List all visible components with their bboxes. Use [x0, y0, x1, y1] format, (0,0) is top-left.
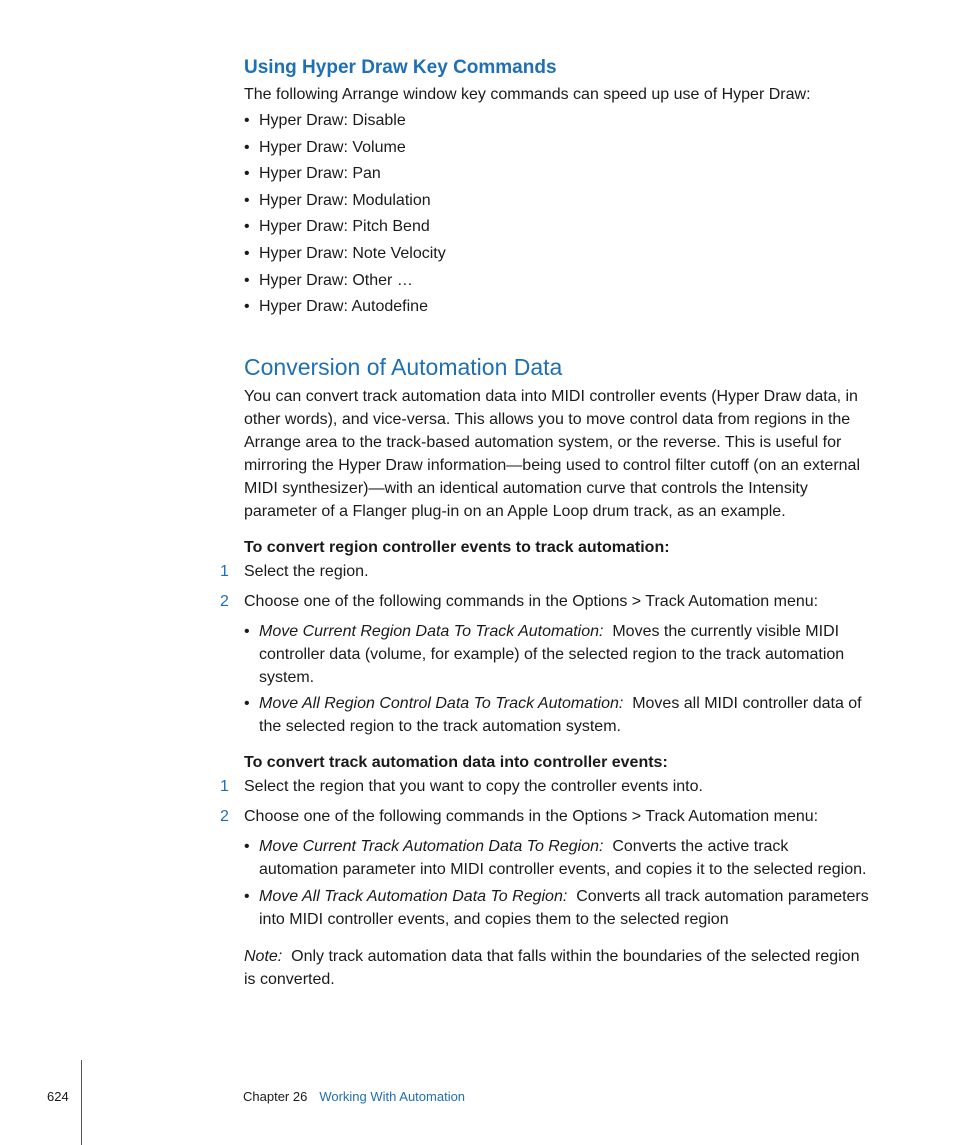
option-term: Move All Region Control Data To Track Automation:	[259, 695, 624, 712]
option-item	[244, 835, 869, 881]
option-item	[244, 692, 869, 738]
option-desc: Moves all MIDI controller data of the selected region to the track automation system.	[259, 695, 862, 735]
subsection-intro: The following Arrange window key commands can speed up use of Hyper Draw:	[244, 86, 811, 103]
step-item	[220, 805, 870, 828]
step-text: Select the region.	[244, 563, 369, 580]
step-number: 2	[220, 593, 229, 610]
chapter-label: Chapter 26	[243, 1089, 308, 1104]
step-text: Choose one of the following commands in the Options > Track Automation menu:	[244, 808, 819, 825]
step-text: Select the region that you want to copy the controller events into.	[244, 778, 703, 795]
note-label: Note:	[244, 948, 283, 965]
page-number: 624	[47, 1089, 69, 1104]
option-term: Move Current Region Data To Track Automation:	[259, 623, 604, 640]
step-item	[220, 775, 870, 798]
list-item: • Hyper Draw: Disable	[244, 108, 446, 135]
list-item: • Hyper Draw: Other …	[244, 268, 446, 295]
step-item	[220, 560, 870, 583]
task-heading: To convert region controller events to track automation:	[244, 539, 670, 556]
list-item: • Hyper Draw: Note Velocity	[244, 241, 446, 268]
note-paragraph	[244, 945, 869, 991]
task-heading: To convert track automation data into controller events:	[244, 754, 668, 771]
list-item: • Hyper Draw: Pan	[244, 161, 446, 188]
bullet-glyph: •	[244, 888, 250, 905]
list-item: • Hyper Draw: Pitch Bend	[244, 214, 446, 241]
note-text: Only track automation data that falls within the boundaries of the selected region is converted.	[244, 948, 860, 988]
option-item	[244, 885, 869, 931]
section-title: Conversion of Automation Data	[244, 354, 563, 380]
option-term: Move All Track Automation Data To Region:	[259, 888, 568, 905]
subsection-title: Using Hyper Draw Key Commands	[244, 57, 557, 78]
bullet-glyph: •	[244, 623, 250, 640]
step-number: 1	[220, 563, 229, 580]
option-desc: Converts the active track automation parameter into MIDI controller events, and copies it to the selected region.	[259, 838, 867, 878]
footer-divider	[81, 1060, 82, 1145]
option-desc: Converts all track automation parameters into MIDI controller events, and copies them to the selected region	[259, 888, 869, 928]
list-item: • Hyper Draw: Autodefine	[244, 294, 446, 321]
chapter-title: Working With Automation	[319, 1089, 466, 1104]
running-footer	[243, 1089, 465, 1104]
step-text: Choose one of the following commands in the Options > Track Automation menu:	[244, 593, 819, 610]
step-number: 2	[220, 808, 229, 825]
option-term: Move Current Track Automation Data To Region:	[259, 838, 604, 855]
list-item: • Hyper Draw: Modulation	[244, 188, 446, 215]
bullet-glyph: •	[244, 838, 250, 855]
bullet-glyph: •	[244, 695, 250, 712]
section-paragraph: You can convert track automation data into MIDI controller events (Hyper Draw data, in other words), and vice-versa. This allows you to move control data from regions in the Arrange area to the track-based automation system, or the reverse. This is useful for mirroring the Hyper Draw information—being used to control filter cutoff (on an external MIDI synthesizer)—with an identical automation curve that controls the Intensity parameter of a Flanger plug-in on an Apple Loop drum track, as an example.	[244, 388, 860, 520]
option-item	[244, 620, 869, 689]
step-number: 1	[220, 778, 229, 795]
option-desc: Moves the currently visible MIDI controller data (volume, for example) of the selected region to the track automation system.	[259, 623, 845, 686]
list-item: • Hyper Draw: Volume	[244, 135, 446, 162]
step-item	[220, 590, 870, 613]
key-command-list	[244, 108, 446, 321]
